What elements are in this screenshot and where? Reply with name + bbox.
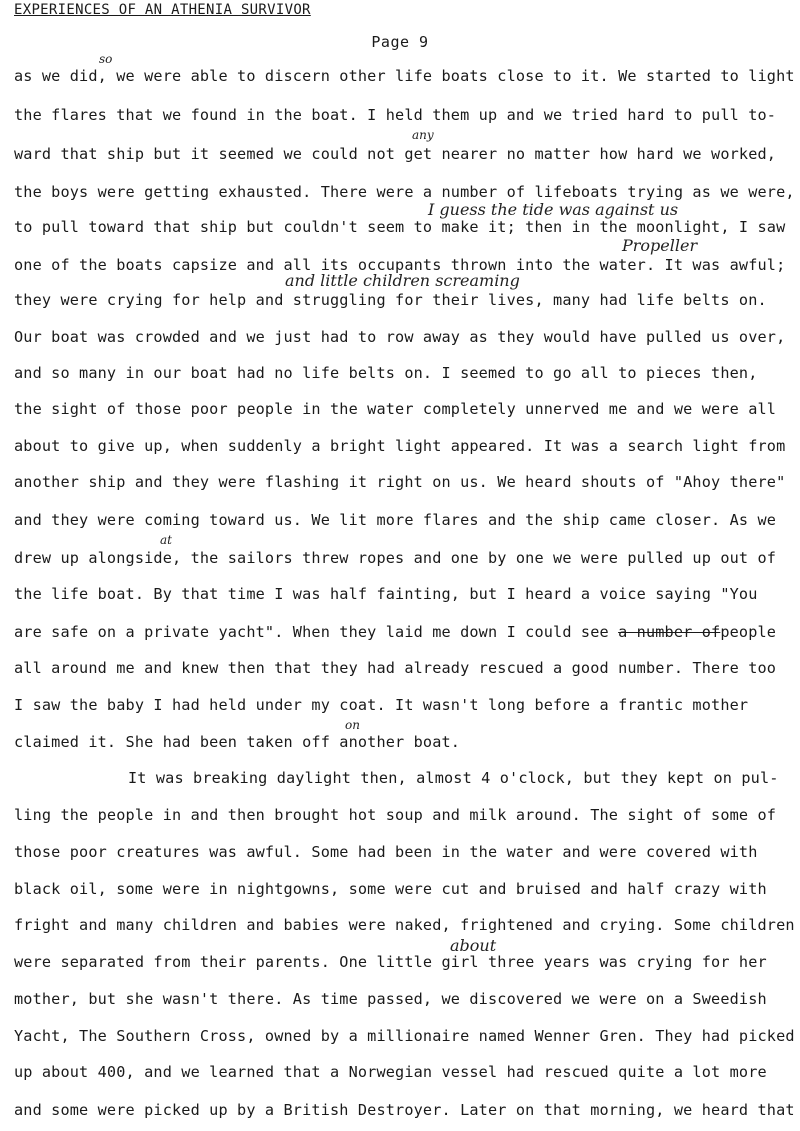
text-line: they were crying for help and struggling for their lives, many had life belts on. [14,291,767,309]
text-line: the life boat. By that time I was half fainting, but I heard a voice saying "You [14,585,758,603]
text-line: were separated from their parents. One little girl three years was crying for her [14,953,767,971]
text-line: another ship and they were flashing it right on us. We heard shouts of "Ahoy there" [14,473,786,491]
page-number: Page 9 [371,33,429,51]
text-line: up about 400, and we learned that a Norwegian vessel had rescued quite a lot more [14,1063,767,1081]
text-line: drew up alongside, the sailors threw ropes and one by one we were pulled up out of [14,549,777,567]
text-line: about to give up, when suddenly a bright light appeared. It was a search light from [14,437,786,455]
document-title: EXPERIENCES OF AN ATHENIA SURVIVOR [14,2,311,18]
handwritten-annotation: any [412,128,434,142]
text-line: mother, but she wasn't there. As time passed, we discovered we were on a Sweedish [14,990,767,1008]
text-line: those poor creatures was awful. Some had been in the water and were covered with [14,843,758,861]
text-line: I saw the baby I had held under my coat. It wasn't long before a frantic mother [14,696,749,714]
text-line: It was breaking daylight then, almost 4 o'clock, but they kept on pul- [128,769,779,787]
handwritten-annotation: about [450,936,497,955]
text-line: Yacht, The Southern Cross, owned by a millionaire named Wenner Gren. They had picked [14,1027,795,1045]
text-line: the sight of those poor people in the water completely unnerved me and we were all [14,400,777,418]
text-line: and some were picked up by a British Destroyer. Later on that morning, we heard that [14,1101,795,1119]
text-line: as we did, we were able to discern other life boats close to it. We started to light [14,67,795,85]
handwritten-annotation: so [99,52,113,66]
text-line [14,623,776,641]
text-line: the boys were getting exhausted. There were a number of lifeboats trying as we were, [14,183,795,201]
handwritten-annotation: I guess the tide was against us [428,200,679,219]
text-line: Our boat was crowded and we just had to row away as they would have pulled us over, [14,328,786,346]
handwritten-annotation: at [160,533,172,547]
handwritten-annotation: and little children screaming [285,271,520,290]
text-line-start: are safe on a private yacht". When they laid me down I could see [14,623,619,641]
handwritten-annotation: on [345,718,360,732]
text-line-end: people [720,623,777,641]
text-line: black oil, some were in nightgowns, some were cut and bruised and half crazy with [14,880,767,898]
text-line: to pull toward that ship but couldn't seem to make it; then in the moonlight, I saw [14,218,786,236]
text-line: all around me and knew then that they had already rescued a good number. There too [14,659,777,677]
handwritten-annotation: Propeller [622,236,698,255]
text-line: the flares that we found in the boat. I held them up and we tried hard to pull to- [14,106,777,124]
text-line: and so many in our boat had no life belts on. I seemed to go all to pieces then, [14,364,758,382]
struck-text: a number of [618,623,721,641]
text-line: ling the people in and then brought hot soup and milk around. The sight of some of [14,806,777,824]
text-line: one of the boats capsize and all its occupants thrown into the water. It was awful; [14,256,786,274]
text-line: ward that ship but it seemed we could not get nearer no matter how hard we worked, [14,145,777,163]
text-line: claimed it. She had been taken off another boat. [14,733,461,751]
text-line: and they were coming toward us. We lit more flares and the ship came closer. As we [14,511,777,529]
text-line: fright and many children and babies were naked, frightened and crying. Some children [14,916,795,934]
